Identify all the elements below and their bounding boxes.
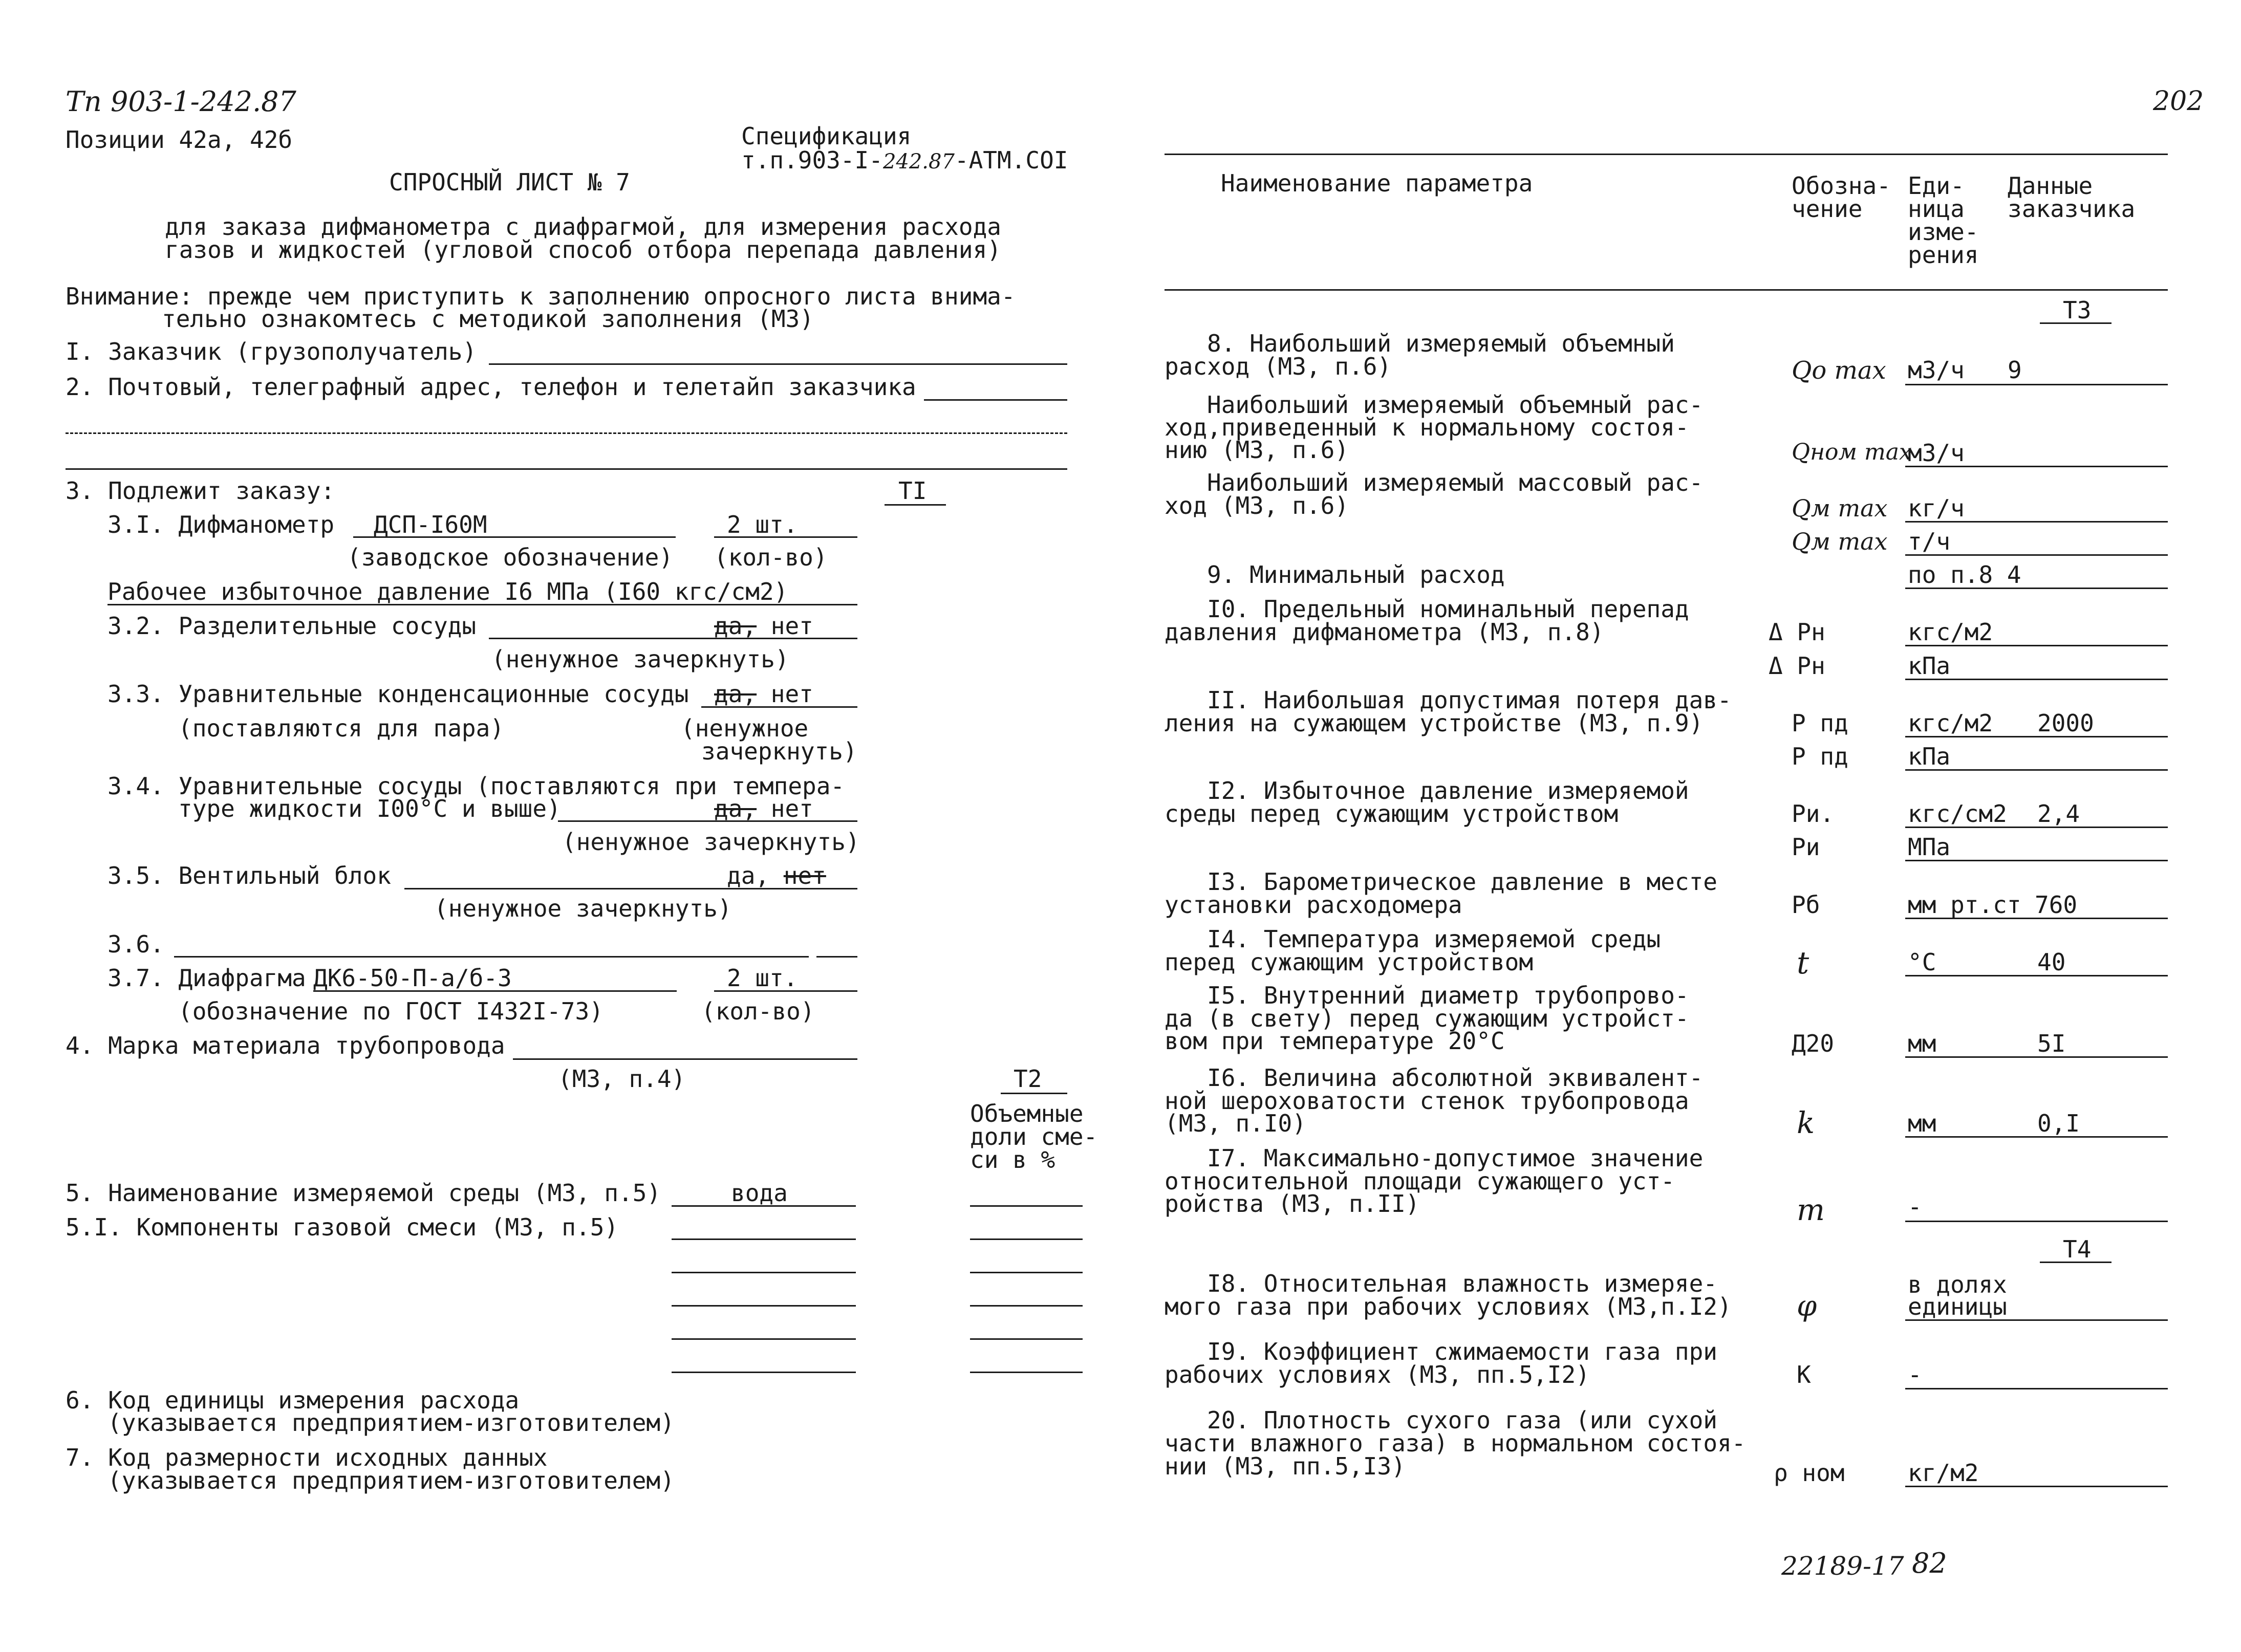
col-header-unit-4: рения [1908, 241, 1979, 269]
item-7-line-1: 7. Код размерности исходных данных [66, 1444, 548, 1471]
working-pressure-line[interactable] [107, 604, 857, 605]
row-17-label-2: относительной площади сужающего уст- [1165, 1167, 1675, 1195]
row-12-line-2[interactable] [1905, 860, 2168, 861]
row-12-symbol-2: Pи [1792, 833, 1820, 861]
row-11-line-1[interactable] [1905, 736, 2168, 737]
item-3-7-qty: 2 шт. [727, 964, 798, 992]
spec-title: Спецификация [741, 122, 912, 150]
t2-header-2: доли сме- [970, 1123, 1098, 1150]
col-header-symbol-1: Обозна- [1792, 172, 1891, 200]
row-11-label-1: II. Наибольшая допустимая потеря дав- [1207, 686, 1732, 714]
row-18-unit-2: единицы [1908, 1293, 2007, 1320]
item-3-1-line-qty[interactable] [714, 536, 857, 538]
sheet-title: СПРОСНЫЙ ЛИСТ № 7 [389, 168, 630, 196]
row-18-label-1: I8. Относительная влажность измеряе- [1207, 1270, 1717, 1297]
row-9-line[interactable] [1905, 588, 2168, 589]
row-10-label-1: I0. Предельный номинальный перепад [1207, 595, 1689, 623]
item-1-customer: I. Заказчик (грузополучатель) [66, 338, 477, 365]
row-10-unit-1: кгс/м2 [1908, 618, 1993, 646]
table-t2-line [1001, 1093, 1067, 1094]
row-11-unit-2: кПа [1908, 743, 1951, 770]
item-3-2-options[interactable] [714, 614, 813, 638]
row-8b-symbol: Qном max [1792, 439, 1912, 465]
spec-code [741, 148, 1068, 172]
row-13-unit: мм рт.ст [1908, 891, 2021, 919]
row-8c-symbol-2: Qм max [1792, 528, 1888, 555]
row-8-label-2: расход (МЗ, п.6) [1165, 353, 1392, 380]
row-8c-line-1[interactable] [1905, 521, 2168, 523]
project-code: Тп 903-1-242.87 [66, 85, 296, 118]
gas-component-line-1[interactable] [672, 1238, 856, 1240]
item-3-3-label: 3.3. Уравнительные конденсационные сосуды [107, 680, 689, 708]
table-t2-label: T2 [1014, 1065, 1042, 1093]
row-8c-symbol-1: Qм max [1792, 494, 1888, 522]
row-11-line-2[interactable] [1905, 769, 2168, 771]
item-7-line-2: (указывается предприятием-изготовителем) [107, 1467, 675, 1494]
attention-line-2: тельно ознакомтесь с методикой заполнения (МЗ) [162, 305, 814, 333]
row-10-symbol-2: Δ Pн [1769, 652, 1825, 680]
col-header-data-1: Данные [2008, 172, 2093, 200]
row-12-line-1[interactable] [1905, 827, 2168, 828]
row-8-unit: м3/ч [1908, 356, 1965, 384]
item-2-address: 2. Почтовый, телеграфный адрес, телефон и телетайп заказчика [66, 373, 916, 401]
item-3-5-line[interactable] [404, 888, 857, 889]
item-3-3-note-cross-b: зачеркнуть) [701, 737, 857, 765]
item-3-4-yes: да, [714, 795, 757, 822]
row-16-label-2: ной шероховатости стенок трубопровода [1165, 1087, 1689, 1115]
row-11-value-1: 2000 [2037, 709, 2094, 737]
gas-component-line-4[interactable] [672, 1338, 856, 1340]
item-2-extra-line-1[interactable] [66, 432, 1067, 434]
table-header-rule [1165, 289, 2168, 291]
item-3-7-label: 3.7. Диафрагма [107, 964, 306, 992]
col-header-unit-1: Еди- [1908, 172, 1965, 200]
item-3-4-note: (ненужное зачеркнуть) [562, 828, 860, 856]
row-8-value: 9 [2008, 356, 2022, 384]
row-13-symbol: Pб [1792, 891, 1820, 919]
row-14-value: 40 [2037, 948, 2066, 976]
row-19-symbol: K [1797, 1361, 1811, 1388]
row-20-line[interactable] [1905, 1486, 2168, 1487]
item-3-4-no: нет [770, 795, 813, 822]
row-14-label-1: I4. Температура измеряемой среды [1207, 925, 1661, 953]
row-15-unit: мм [1908, 1030, 1936, 1057]
row-15-label-3: вом при температуре 20°C [1165, 1027, 1505, 1055]
item-3-1-line-value[interactable] [353, 536, 676, 538]
row-18-symbol: φ [1797, 1290, 1817, 1323]
row-13-label-1: I3. Барометрическое давление в месте [1207, 868, 1717, 896]
item-5-1-gas-components: 5.I. Компоненты газовой смеси (МЗ, п.5) [66, 1213, 619, 1241]
item-3-1-value: ДСП-I60M [374, 511, 487, 538]
item-3-5-no: нет [783, 862, 826, 889]
row-8b-label-3: нию (МЗ, п.6) [1165, 436, 1349, 464]
row-16-value: 0,I [2037, 1110, 2080, 1137]
row-8-label-1: 8. Наибольший измеряемый объемный [1207, 330, 1675, 357]
row-8b-line[interactable] [1905, 466, 2168, 467]
gas-component-line-3[interactable] [672, 1305, 856, 1307]
row-12-label-2: среды перед сужающим устройством [1165, 800, 1619, 828]
item-3-2-note: (ненужное зачеркнуть) [491, 645, 789, 673]
t2-row-5[interactable] [970, 1338, 1083, 1340]
item-3-1-qty: 2 шт. [727, 511, 798, 538]
row-17-line[interactable] [1905, 1221, 2168, 1222]
footer-number: 82 [1912, 1547, 1947, 1579]
t2-row-1[interactable] [970, 1205, 1083, 1207]
row-20-symbol: ρ ном [1774, 1459, 1845, 1487]
row-20-label-3: нии (МЗ, пп.5,I3) [1165, 1452, 1406, 1480]
row-8c-unit-2: т/ч [1908, 528, 1951, 555]
item-6-line-2: (указывается предприятием-изготовителем) [107, 1409, 675, 1437]
row-14-line[interactable] [1905, 975, 2168, 976]
row-12-label-1: I2. Избыточное давление измеряемой [1207, 777, 1689, 805]
row-8-line[interactable] [1905, 384, 2168, 385]
row-17-value: - [1908, 1193, 1922, 1221]
item-3-6-label: 3.6. [107, 930, 164, 958]
row-12-unit-2: МПа [1908, 833, 1951, 861]
item-3-7-note-qty: (кол-во) [701, 997, 815, 1025]
col-header-param: Наименование параметра [1221, 169, 1533, 197]
item-3-5-options[interactable] [727, 864, 826, 887]
item-3-2-line[interactable] [489, 638, 857, 639]
table-t4-line [2040, 1262, 2111, 1263]
row-8c-label-1: Наибольший измеряемый массовый рас- [1207, 469, 1704, 496]
item-3-1-note-designation: (заводское обозначение) [347, 544, 673, 571]
item-3-2-label: 3.2. Разделительные сосуды [107, 612, 477, 640]
row-15-label-1: I5. Внутренний диаметр трубопрово- [1207, 982, 1689, 1009]
row-11-symbol-1: P пд [1792, 709, 1848, 737]
item-3-5-note: (ненужное зачеркнуть) [434, 895, 732, 922]
row-14-unit: °C [1908, 948, 1936, 976]
item-3-4-line[interactable] [558, 820, 857, 822]
item-3-2-yes: да, [714, 612, 757, 640]
row-15-line[interactable] [1905, 1056, 2168, 1058]
item-3-3-yes: да, [714, 680, 757, 708]
item-3-5-label: 3.5. Вентильный блок [107, 862, 391, 889]
item-4-note: (МЗ, п.4) [558, 1065, 686, 1093]
positions-label: Позиции 42а, 42б [66, 126, 293, 154]
item-3-4-options[interactable] [714, 797, 813, 820]
row-20-label-2: части влажного газа) в нормальном состоя- [1165, 1429, 1746, 1457]
item-3-3-no: нет [770, 680, 813, 708]
item-3-3-note-cross-a: (ненужное [681, 714, 809, 742]
item-4-line[interactable] [513, 1058, 857, 1060]
row-9-value: по п.8 4 [1908, 561, 2021, 589]
item-2-extra-line-2[interactable] [66, 468, 1067, 470]
row-17-label-1: I7. Максимально-допустимое значение [1207, 1144, 1704, 1172]
row-11-unit-1: кгс/м2 [1908, 709, 1993, 737]
row-19-label-2: рабочих условиях (МЗ, пп.5,I2) [1165, 1361, 1590, 1388]
row-13-value: 760 [2035, 891, 2078, 919]
row-13-line[interactable] [1905, 918, 2168, 919]
item-3-3-options[interactable] [714, 682, 813, 706]
table-t3-line [2040, 322, 2111, 324]
row-8c-unit-1: кг/ч [1908, 494, 1965, 522]
col-header-data-2: заказчика [2008, 195, 2136, 223]
row-18-unit-1: в долях [1908, 1271, 2007, 1298]
row-10-line-1[interactable] [1905, 645, 2168, 646]
table-top-rule [1165, 154, 2168, 155]
item-4-material: 4. Марка материала трубопровода [66, 1032, 505, 1059]
row-18-line[interactable] [1905, 1319, 2168, 1321]
spec-code-handwritten: 242.87 [882, 150, 955, 173]
col-header-unit-3: изме- [1908, 218, 1979, 246]
row-20-label-1: 20. Плотность сухого газа (или сухой [1207, 1406, 1717, 1434]
row-16-unit: мм [1908, 1110, 1936, 1137]
item-3-3-note-steam: (поставляются для пара) [178, 714, 504, 742]
row-8c-label-2: ход (МЗ, п.6) [1165, 492, 1349, 519]
item-5-medium: 5. Наименование измеряемой среды (МЗ, п.5) [66, 1179, 661, 1207]
row-15-label-2: да (в свету) перед сужающим устройст- [1165, 1005, 1689, 1032]
row-14-symbol: t [1797, 945, 1809, 981]
row-8c-line-2[interactable] [1905, 554, 2168, 556]
row-10-label-2: давления дифманометра (МЗ, п.8) [1165, 618, 1604, 646]
working-pressure: Рабочее избыточное давление I6 МПа (I60 кгс/см2) [107, 578, 788, 605]
row-12-value-1: 2,4 [2037, 800, 2080, 828]
t2-header-1: Объемные [970, 1100, 1084, 1127]
item-3-1-label: 3.I. Дифманометр [107, 511, 335, 538]
page-number: 202 [2153, 86, 2204, 117]
row-16-symbol: k [1797, 1105, 1815, 1140]
row-16-label-1: I6. Величина абсолютной эквивалент- [1207, 1064, 1704, 1092]
item-3-5-yes: да, [727, 862, 770, 889]
row-17-label-3: ройства (МЗ, п.II) [1165, 1190, 1420, 1218]
row-8b-label-1: Наибольший измеряемый объемный рас- [1207, 391, 1704, 419]
row-10-symbol-1: Δ Pн [1769, 618, 1825, 646]
row-11-label-2: ления на сужающем устройстве (МЗ, п.9) [1165, 709, 1704, 737]
purpose-line-2: газов и жидкостей (угловой способ отбора перепада давления) [165, 236, 1001, 264]
table-t4-label: T4 [2063, 1235, 2092, 1263]
row-8b-unit: м3/ч [1908, 439, 1965, 467]
item-3-1-note-qty: (кол-во) [714, 544, 828, 571]
t2-row-6[interactable] [970, 1372, 1083, 1373]
item-3-2-no: нет [770, 612, 813, 640]
table-t1-label: TI [898, 477, 927, 505]
row-19-label-1: I9. Коэффициент сжимаемости газа при [1207, 1338, 1717, 1365]
gas-component-line-2[interactable] [672, 1272, 856, 1273]
row-16-line[interactable] [1905, 1136, 2168, 1138]
row-8b-label-2: ход,приведенный к нормальному состоя- [1165, 414, 1689, 441]
item-3-4-line-2: туре жидкости I00°C и выше) [178, 795, 561, 822]
t2-row-4[interactable] [970, 1305, 1083, 1307]
attention-line-1: Внимание: прежде чем приступить к заполнению опросного листа внима- [66, 282, 1016, 310]
col-header-unit-2: ница [1908, 195, 1965, 223]
t2-header-3: си в % [970, 1146, 1055, 1173]
row-14-label-2: перед сужающим устройством [1165, 948, 1534, 976]
row-20-unit: кг/м2 [1908, 1459, 1979, 1487]
footer-document-code: 22189-17 [1781, 1551, 1904, 1581]
row-12-unit-1: кгс/см2 [1908, 800, 2007, 828]
row-17-symbol: m [1797, 1192, 1825, 1227]
item-1-field-line[interactable] [489, 363, 1067, 365]
item-3-7-line-qty[interactable] [714, 990, 857, 992]
spec-code-prefix: т.п.903-I- [741, 146, 883, 174]
row-10-unit-2: кПа [1908, 652, 1951, 680]
item-3-order: 3. Подлежит заказу: [66, 477, 335, 505]
item-3-7-value: ДК6-50-П-а/б-3 [313, 964, 512, 992]
row-13-label-2: установки расходомера [1165, 891, 1462, 919]
item-3-4-line-1: 3.4. Уравнительные сосуды (поставляются при темпера- [107, 772, 845, 800]
purpose-line-1: для заказа дифманометра с диафрагмой, для измерения расхода [165, 213, 1001, 241]
row-19-value: - [1908, 1361, 1922, 1388]
row-9-label: 9. Минимальный расход [1207, 561, 1505, 589]
row-10-line-2[interactable] [1905, 679, 2168, 680]
col-header-symbol-2: чение [1792, 195, 1863, 223]
table-t3-label: T3 [2063, 296, 2092, 324]
item-5-value: вода [731, 1179, 788, 1207]
row-16-label-3: (МЗ, п.I0) [1165, 1110, 1306, 1137]
item-3-7-note-standard: (обозначение по ГОСТ I432I-73) [178, 997, 604, 1025]
row-15-value: 5I [2037, 1030, 2066, 1057]
row-15-symbol: Д20 [1792, 1030, 1835, 1057]
row-8-symbol: Qo max [1792, 356, 1886, 385]
table-t1-line [885, 504, 946, 506]
row-11-symbol-2: P пд [1792, 743, 1848, 770]
item-6-line-1: 6. Код единицы измерения расхода [66, 1386, 520, 1414]
spec-code-suffix: -АТМ.COI [954, 146, 1068, 174]
item-3-6-line-b[interactable] [816, 956, 857, 958]
item-5-line[interactable] [672, 1205, 856, 1207]
item-3-6-line-a[interactable] [174, 956, 809, 958]
item-3-3-line[interactable] [701, 706, 857, 708]
item-3-7-line-value[interactable] [313, 990, 677, 992]
row-12-symbol-1: Pи. [1792, 800, 1835, 828]
gas-component-line-5[interactable] [672, 1372, 856, 1373]
item-2-field-line[interactable] [924, 399, 1067, 401]
t2-row-2[interactable] [970, 1238, 1083, 1240]
t2-row-3[interactable] [970, 1272, 1083, 1273]
row-18-label-2: мого газа при рабочих условиях (МЗ,п.I2) [1165, 1293, 1732, 1320]
row-19-line[interactable] [1905, 1388, 2168, 1389]
